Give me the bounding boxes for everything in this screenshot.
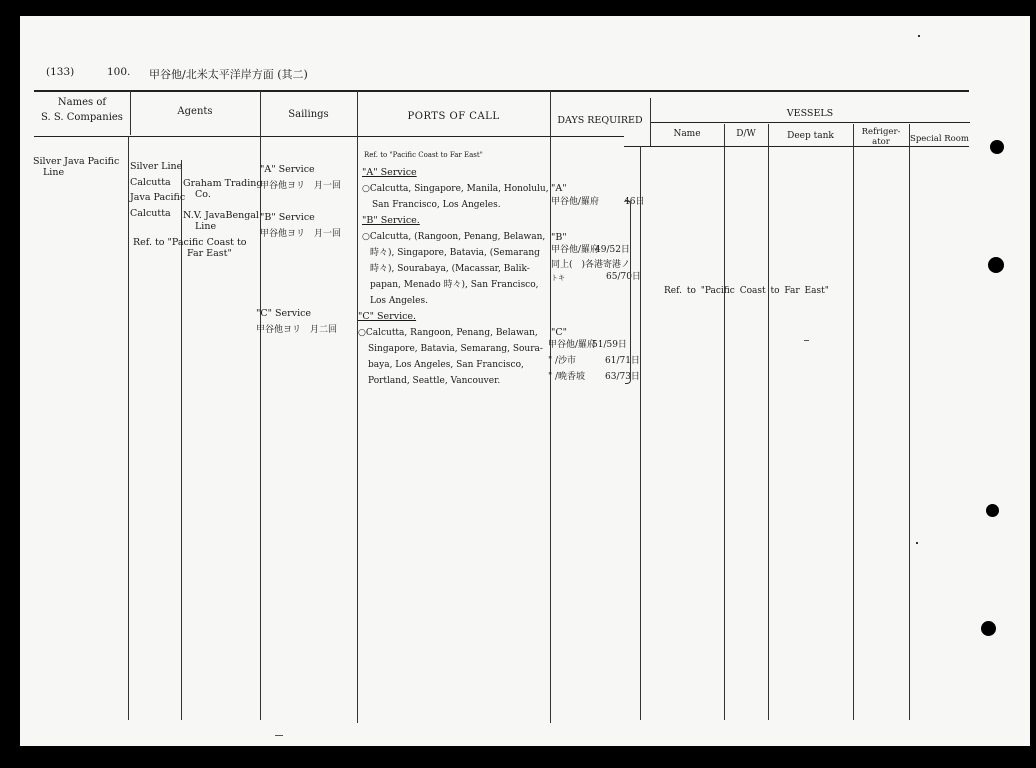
header-days: DAYS REQUIRED: [557, 115, 643, 126]
sailing-a: "A" Service 甲谷他ヨリ 月一回: [260, 164, 342, 191]
company-name: Silver Java Pacific Line: [33, 156, 120, 178]
sailing-c: "C" Service 甲谷他ヨリ 月二回: [256, 308, 338, 335]
days-c3-route: " /晩香坡: [548, 372, 586, 382]
days-b-note-sub: トキ: [551, 274, 565, 282]
ports-service-b: "B" Service. ○Calcutta, (Rangoon, Penang, Belawan, 時々), Singapore, Batavia, (Semarang 時々), Sourabaya, (Macassar, Balik- papan, Menado 時々), San Francisco, Los Angeles.: [362, 215, 546, 306]
days-bracket: [625, 200, 631, 384]
binder-hole: [981, 621, 996, 636]
header-bottom-rule: [34, 136, 624, 137]
binder-hole: [986, 504, 999, 517]
item-number: 100.: [107, 66, 131, 78]
days-b-note-value: 65/70日: [606, 272, 641, 282]
column-divider: [640, 146, 641, 720]
header-vessels: VESSELS: [786, 108, 834, 119]
table-top-rule: [34, 90, 969, 92]
column-divider: [909, 124, 910, 720]
header-dw: D/W: [736, 129, 756, 139]
binder-hole: [988, 257, 1004, 273]
days-c2-value: 61/71日: [605, 356, 640, 366]
days-c-value: 51/59日: [592, 340, 627, 350]
days-c2-route: " /沙市: [548, 356, 577, 366]
header-sailings: Sailings: [288, 109, 329, 120]
ports-reference: Ref. to "Pacific Coast to Far East": [364, 151, 483, 159]
days-c-label: "C": [551, 327, 568, 338]
header-refrigerator: Refriger- ator: [861, 127, 901, 147]
agent-reference: Ref. to "Pacific Coast to Far East": [133, 237, 247, 259]
header-vessel-name: Name: [673, 129, 701, 139]
days-b-label: "B": [551, 232, 567, 243]
column-divider: [768, 124, 769, 720]
header-ports: PORTS OF CALL: [407, 111, 500, 122]
header-companies: Names of S. S. Companies: [41, 97, 123, 123]
ports-service-c: "C" Service. ○Calcutta, Rangoon, Penang, Belawan, Singapore, Batavia, Semarang, Soura- baya, Los Angeles, San Francisco, Portland, Seattle, Vancouver.: [358, 311, 543, 386]
agent-list: Silver Line Calcutta Java Pacific Calcutta: [130, 161, 186, 219]
days-b-value: 49/52日: [595, 245, 630, 255]
agent-graham-trading: Graham Trading Co.: [183, 178, 263, 200]
days-c-route: 甲谷他/羅府: [548, 340, 597, 350]
days-b-route: 甲谷他/羅府: [551, 245, 600, 255]
ports-service-a: "A" Service ○Calcutta, Singapore, Manila, Honolulu, San Francisco, Los Angeles.: [362, 167, 549, 210]
days-a-route: 甲谷他/羅府: [551, 197, 600, 207]
column-divider: [853, 124, 854, 720]
column-divider: [357, 91, 358, 723]
vessels-sub-rule: [650, 122, 970, 123]
vessels-reference: Ref. to "Pacific Coast to Far East": [664, 286, 829, 296]
scan-speck: [916, 542, 918, 544]
days-a-value: 46日: [624, 197, 645, 207]
page-number: (133): [46, 66, 75, 78]
days-b-note: 同上( )各港寄港ノ: [551, 260, 631, 270]
days-c3-value: 63/73日: [605, 372, 640, 382]
page-title: 甲谷他/北米太平洋岸方面 (其二): [149, 68, 308, 81]
header-deep-tank: Deep tank: [787, 131, 834, 141]
days-a-label: "A": [551, 183, 567, 194]
scan-speck: [804, 340, 809, 341]
agent-java-bengal: N.V. JavaBengal Line: [183, 210, 259, 232]
scan-speck: [275, 735, 283, 736]
header-agents: Agents: [177, 106, 213, 117]
sailing-b: "B" Service 甲谷他ヨリ 月一回: [260, 212, 342, 239]
header-special-room: Special Room: [910, 134, 969, 144]
column-divider: [128, 136, 129, 720]
scan-speck: [918, 35, 920, 37]
header-bottom-rule-right: [624, 146, 969, 147]
column-divider: [724, 124, 725, 720]
binder-hole: [990, 140, 1004, 154]
